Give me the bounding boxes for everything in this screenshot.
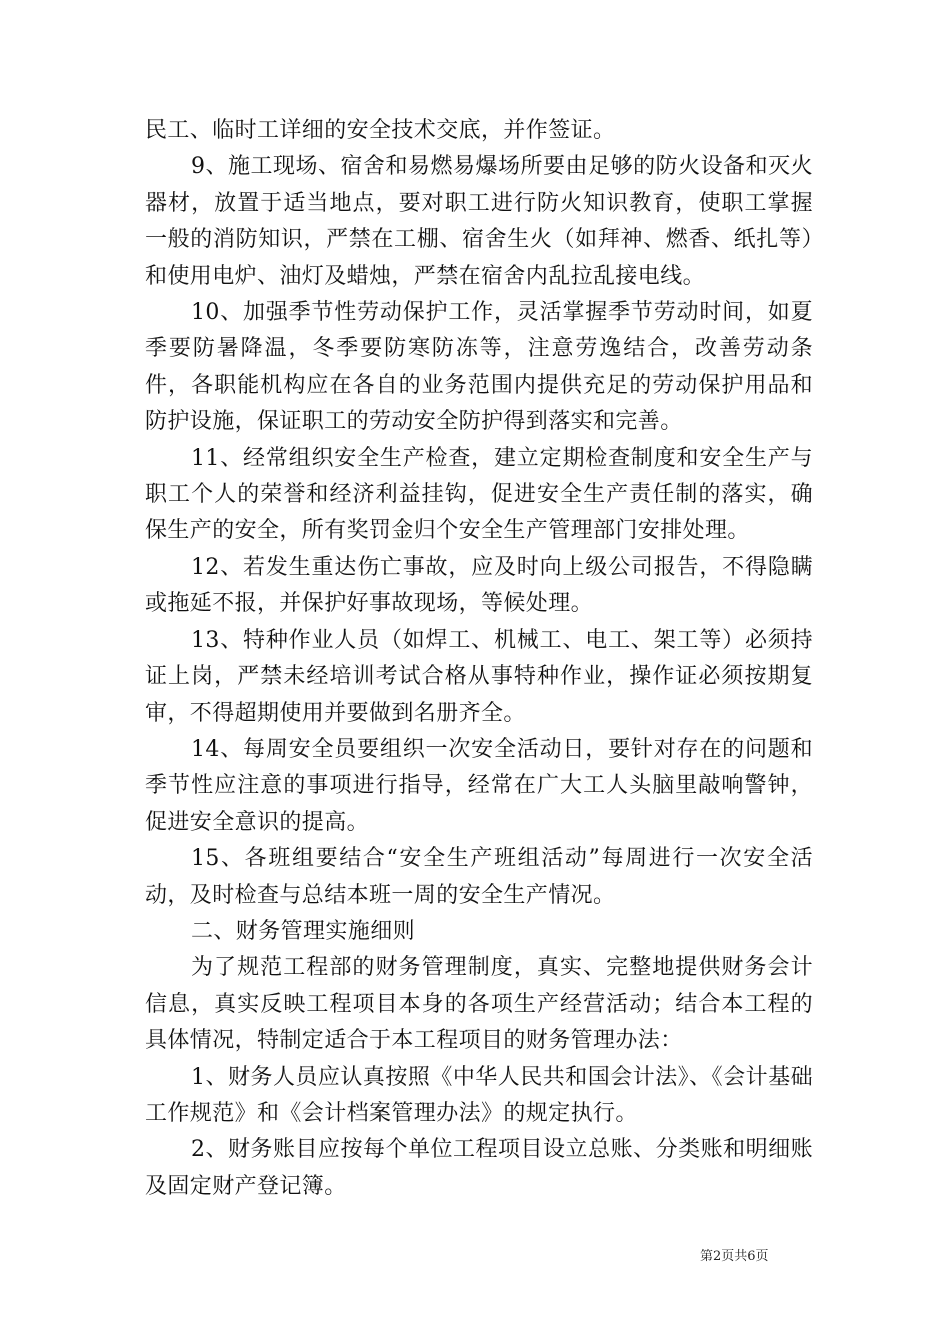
section-heading: 二、财务管理实施细则 [191, 918, 416, 944]
paragraph-item-9: 9、施工现场、宿舍和易燃易爆场所要由足够的防火设备和灭火器材，放置于适当地点，要对职工进行防火知识教育，使职工掌握一般的消防知识，严禁在工棚、宿舍生火（如拜神、燃香、纸扎等）和使用电炉、油灯及蜡烛，严禁在宿舍内乱拉乱接电线。 [145, 154, 813, 289]
paragraph-finance-item-2: 2、财务账目应按每个单位工程项目设立总账、分类账和明细账及固定财产登记簿。 [145, 1137, 813, 1199]
paragraph-continuation: 民工、临时工详细的安全技术交底，并作签证。 [145, 118, 616, 143]
paragraph-item-11: 11、经常组织安全生产检查，建立定期检查制度和安全生产与职工个人的荣誉和经济利益挂钩，促进安全生产责任制的落实，确保生产的安全，所有奖罚金归个安全生产管理部门安排处理。 [145, 445, 813, 544]
paragraph-item-14: 14、每周安全员要组织一次安全活动日，要针对存在的问题和季节性应注意的事项进行指导，经常在广大工人头脑里敲响警钟，促进安全意识的提高。 [145, 736, 813, 835]
document-body [145, 113, 813, 1205]
page-number-footer: 第2页共6页 [700, 1249, 769, 1264]
paragraph-finance-item-1: 1、财务人员应认真按照《中华人民共和国会计法》、《会计基础工作规范》和《会计档案管理办法》的规定执行。 [145, 1064, 813, 1126]
paragraph-item-15: 15、各班组要结合“安全生产班组活动”每周进行一次安全活动，及时检查与总结本班一周的安全生产情况。 [145, 846, 813, 908]
paragraph-intro: 为了规范工程部的财务管理制度，真实、完整地提供财务会计信息，真实反映工程项目本身的各项生产经营活动；结合本工程的具体情况，特制定适合于本工程项目的财务管理办法： [145, 955, 813, 1054]
paragraph-item-12: 12、若发生重达伤亡事故，应及时向上级公司报告，不得隐瞒或拖延不报，并保护好事故现场，等候处理。 [145, 554, 813, 617]
paragraph-item-10: 10、加强季节性劳动保护工作，灵活掌握季节劳动时间，如夏季要防暑降温，冬季要防寒防冻等，注意劳逸结合，改善劳动条件，各职能机构应在各自的业务范围内提供充足的劳动保护用品和防护设施，保证职工的劳动安全防护得到落实和完善。 [145, 300, 813, 435]
paragraph-item-13: 13、特种作业人员（如焊工、机械工、电工、架工等）必须持证上岗，严禁未经培训考试合格从事特种作业，操作证必须按期复审，不得超期使用并要做到名册齐全。 [145, 627, 813, 726]
